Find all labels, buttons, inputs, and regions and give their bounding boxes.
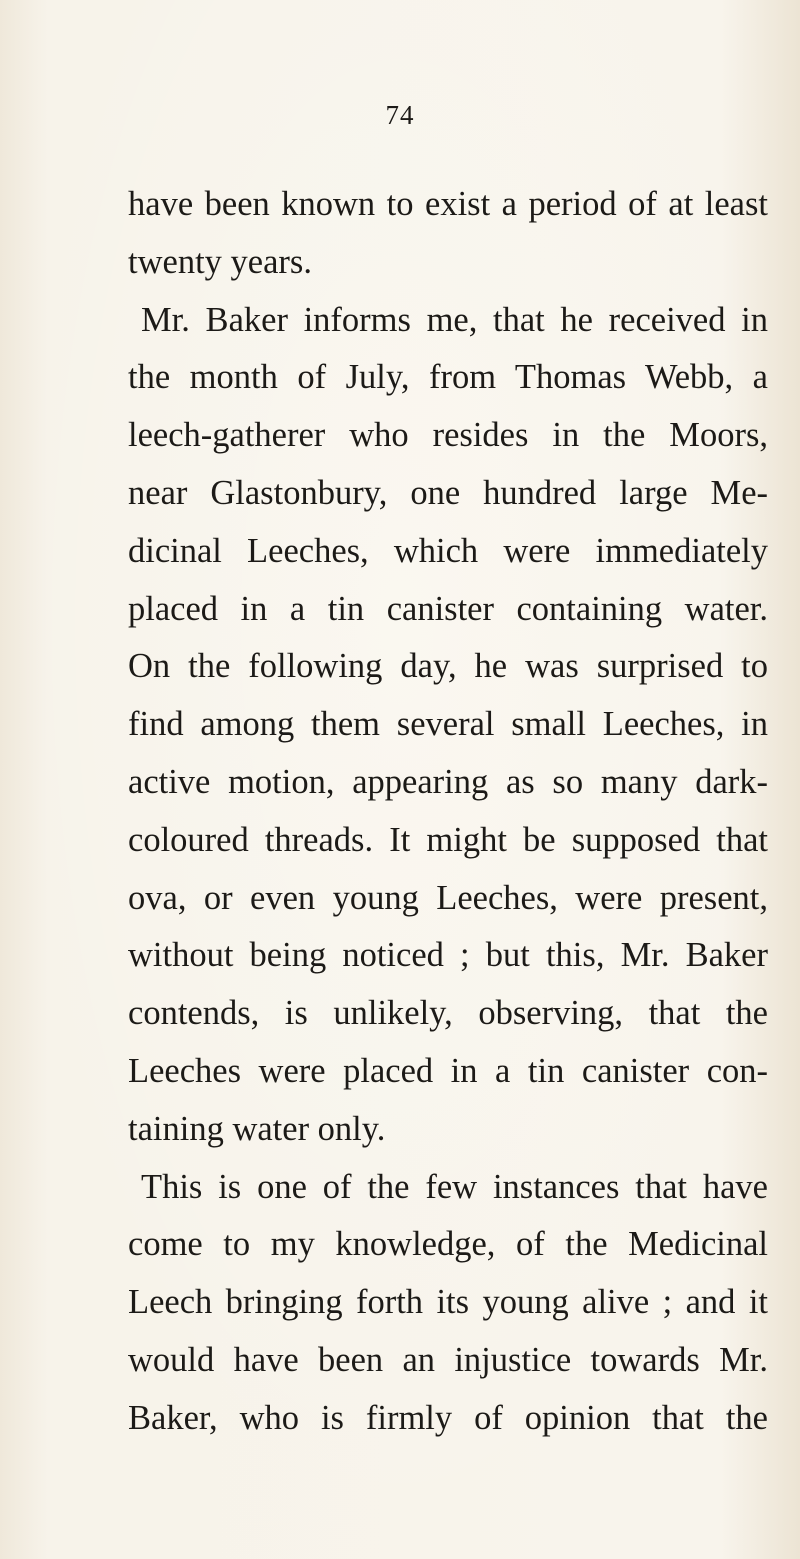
text-line: near Glastonbury, one hundred large Me- <box>128 473 768 512</box>
paragraph-start-line: This is one of the few instances that have <box>141 1167 768 1206</box>
text-line: the month of July, from Thomas Webb, a <box>128 358 768 397</box>
text-line: dicinal Leeches, which were immediately <box>128 531 768 570</box>
text-line: come to my knowledge, of the Medicinal <box>128 1225 768 1264</box>
body-text <box>128 176 768 1448</box>
text-line: active motion, appearing as so many dark- <box>128 762 768 801</box>
text-line: contends, is unlikely, observing, that the <box>128 994 768 1033</box>
text-line: Baker, who is firmly of opinion that the <box>128 1398 768 1437</box>
text-line: without being noticed ; but this, Mr. Baker <box>128 936 768 975</box>
text-line: would have been an injustice towards Mr. <box>128 1340 768 1379</box>
text-line: coloured threads. It might be supposed that <box>128 820 768 859</box>
text-line: have been known to exist a period of at least <box>128 185 768 223</box>
text-line: On the following day, he was surprised to <box>128 647 768 686</box>
text-line: leech-gatherer who resides in the Moors, <box>128 416 768 455</box>
text-line: Leech bringing forth its young alive ; and it <box>128 1283 768 1322</box>
page-number: 74 <box>385 100 415 130</box>
text-line: twenty years. <box>128 242 312 281</box>
paragraph-start-line: Mr. Baker informs me, that he received in <box>141 300 768 339</box>
text-line: ova, or even young Leeches, were present, <box>128 878 768 917</box>
text-line: placed in a tin canister containing water. <box>128 589 768 628</box>
text-line: Leeches were placed in a tin canister con- <box>128 1051 768 1090</box>
text-line: taining water only. <box>128 1109 386 1148</box>
text-line: find among them several small Leeches, in <box>128 705 768 744</box>
